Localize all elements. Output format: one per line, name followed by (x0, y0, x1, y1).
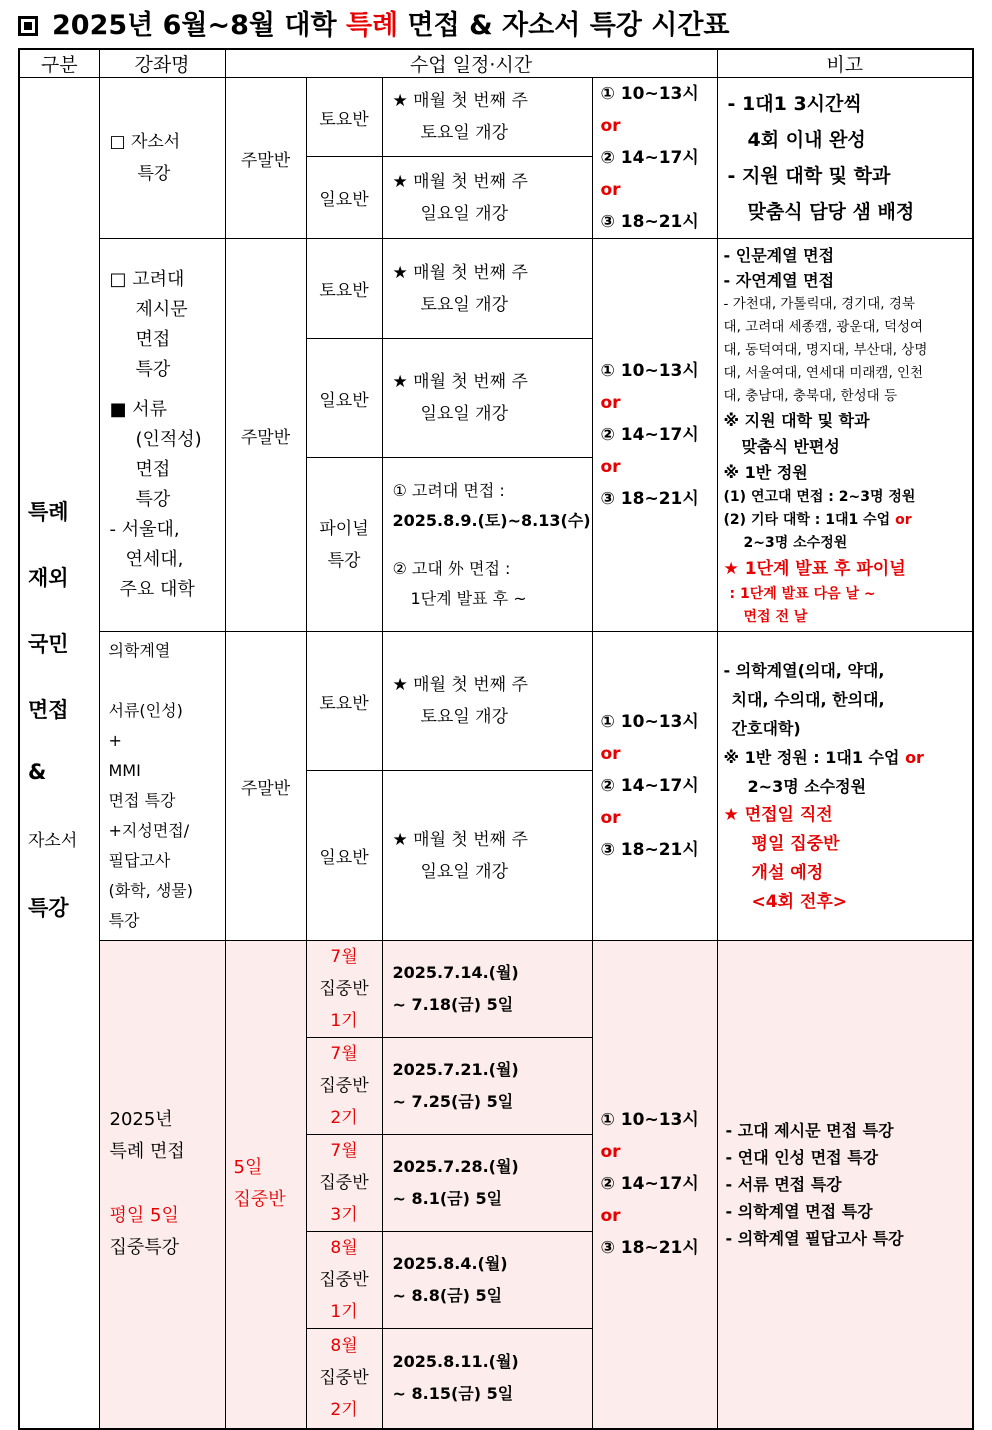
class-type-cell: 주말반 (225, 78, 306, 239)
day-cell: 토요반 (306, 632, 382, 771)
intensive-dates-cell: 2025.7.28.(월) ~ 8.1(금) 5일 (382, 1135, 592, 1232)
table-row (19, 632, 973, 771)
open-date-cell: ★ 매월 첫 번째 주 토요일 개강 (382, 78, 592, 157)
header-course: 강좌명 (99, 49, 225, 78)
course-cell: 의학계열 서류(인성) + MMI 면접 특강 +지성면접/ 필답고사 (화학, 생물) 특강 (99, 632, 225, 941)
remarks-cell: - 인문계열 면접 - 자연계열 면접 - 가천대, 가톨릭대, 경기대, 경북 대, 고려대 세종캠, 광운대, 덕성여 대, 동덕여대, 명지대, 부산대, 상명 대, 서울여대, 연세대 미래캠, 인천 대, 충남대, 충북대, 한성대 등 ※ 지원 대학 및 학과 맞춤식 반편성 ※ 1반 정원 (1) 연고대 면접 : 2~3명 정원 (2) 기타 대학 : 1대1 수업 or 2~3명 소수정원 ★ 1단계 발표 후 파이널 : 1단계 발표 다음 날 ~ 면접 전 날 (717, 239, 973, 632)
table-row (19, 941, 973, 1038)
final-dates-cell: ① 고려대 면접 : 2025.8.9.(토)~8.13(수) ② 고대 外 면접 : 1단계 발표 후 ~ (382, 458, 592, 632)
open-date-cell: ★ 매월 첫 번째 주 토요일 개강 (382, 632, 592, 771)
intensive-class-cell: 7월 집중반 2기 (306, 1038, 382, 1135)
open-date-cell: ★ 매월 첫 번째 주 토요일 개강 (382, 239, 592, 339)
header-remarks: 비고 (717, 49, 973, 78)
course-cell: □ 자소서 특강 (99, 78, 225, 239)
header-category: 구분 (19, 49, 99, 78)
header-schedule: 수업 일정·시간 (225, 49, 717, 78)
class-type-cell: 주말반 (225, 239, 306, 632)
course-cell: □ 고려대 제시문 면접 특강 ■ 서류 (인적성) 면접 특강 - 서울대, 연세대, 주요 대학 (99, 239, 225, 632)
class-type-cell: 주말반 (225, 632, 306, 941)
remarks-cell: - 고대 제시문 면접 특강 - 연대 인성 면접 특강 - 서류 면접 특강 - 의학계열 면접 특강 - 의학계열 필답고사 특강 (717, 941, 973, 1429)
intensive-dates-cell: 2025.7.21.(월) ~ 7.25(금) 5일 (382, 1038, 592, 1135)
day-cell: 일요반 (306, 339, 382, 458)
intensive-class-cell: 8월 집중반 1기 (306, 1232, 382, 1329)
time-cell: ① 10~13시 or ② 14~17시 or ③ 18~21시 (592, 78, 717, 239)
course-cell: 2025년 특례 면접 평일 5일 집중특강 (99, 941, 225, 1429)
category-cell: 특례 재외 국민 면접 & 자소서 특강 (19, 78, 99, 1429)
intensive-class-cell: 8월 집중반 2기 (306, 1329, 382, 1429)
day-cell: 토요반 (306, 78, 382, 157)
class-type-cell: 5일 집중반 (225, 941, 306, 1429)
page-title: 2025년 6월~8월 대학 특례 면접 & 자소서 특강 시간표 (18, 8, 730, 44)
intensive-class-cell: 7월 집중반 1기 (306, 941, 382, 1038)
intensive-dates-cell: 2025.8.11.(월) ~ 8.15(금) 5일 (382, 1329, 592, 1429)
remarks-cell: - 의학계열(의대, 약대, 치대, 수의대, 한의대, 간호대학) ※ 1반 정원 : 1대1 수업 or 2~3명 소수정원 ★ 면접일 직전 평일 집중반 개설 예정 <4회 전후> (717, 632, 973, 941)
header-row (19, 49, 973, 78)
title-highlight: 특례 (345, 10, 399, 41)
time-cell: ① 10~13시 or ② 14~17시 or ③ 18~21시 (592, 632, 717, 941)
intensive-dates-cell: 2025.8.4.(월) ~ 8.8(금) 5일 (382, 1232, 592, 1329)
open-date-cell: ★ 매월 첫 번째 주 일요일 개강 (382, 339, 592, 458)
table-row (19, 239, 973, 339)
intensive-dates-cell: 2025.7.14.(월) ~ 7.18(금) 5일 (382, 941, 592, 1038)
day-cell: 파이널 특강 (306, 458, 382, 632)
time-cell: ① 10~13시 or ② 14~17시 or ③ 18~21시 (592, 941, 717, 1429)
open-date-cell: ★ 매월 첫 번째 주 일요일 개강 (382, 771, 592, 941)
black-square-icon (18, 16, 38, 36)
schedule-table (18, 48, 974, 1430)
day-cell: 토요반 (306, 239, 382, 339)
time-cell: ① 10~13시 or ② 14~17시 or ③ 18~21시 (592, 239, 717, 632)
table-row (19, 78, 973, 157)
remarks-cell: - 1대1 3시간씩 4회 이내 완성 - 지원 대학 및 학과 맞춤식 담당 샘 배정 (717, 78, 973, 239)
intensive-class-cell: 7월 집중반 3기 (306, 1135, 382, 1232)
day-cell: 일요반 (306, 771, 382, 941)
day-cell: 일요반 (306, 157, 382, 239)
open-date-cell: ★ 매월 첫 번째 주 일요일 개강 (382, 157, 592, 239)
